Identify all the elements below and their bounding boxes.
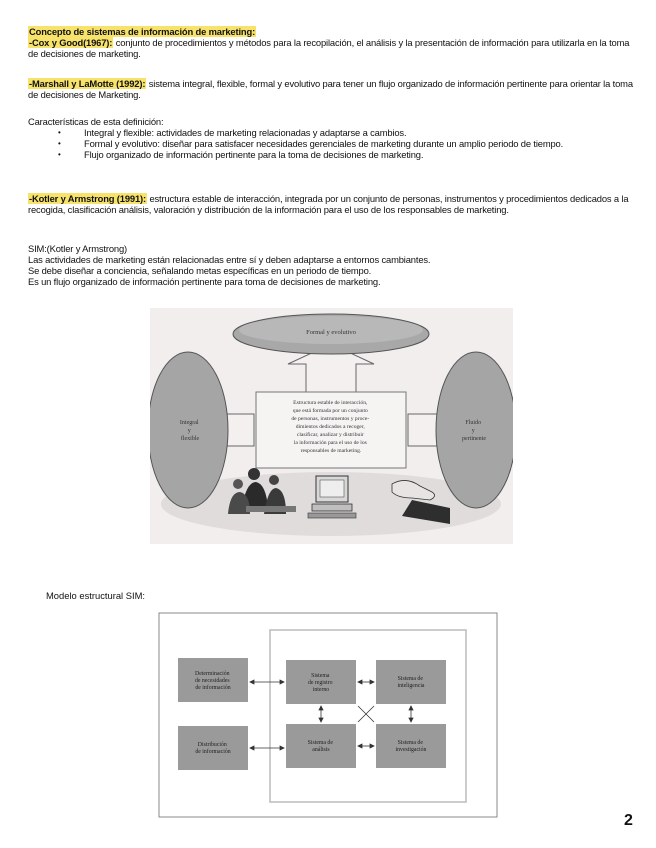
- sim-block: [28, 243, 640, 287]
- sim-structural-model-diagram: [158, 612, 498, 818]
- figure-caption: Modelo estructural SIM:: [46, 590, 145, 601]
- sim-line: Se debe diseñar a conciencia, señalando metas específicas en un periodo de tiempo.: [28, 265, 372, 276]
- characteristics-heading: Características de esta definición:: [28, 116, 164, 127]
- marshall-text: sistema integral, flexible, formal y evolutivo para tener un flujo organizado de información pertinente para orientar la toma de decisiones de Marketing.: [28, 78, 633, 100]
- characteristics-list: [28, 127, 640, 160]
- analysis-box: [286, 724, 356, 768]
- page-number: 2: [624, 812, 633, 829]
- top-oval-label: Formal y evolutivo: [306, 329, 356, 336]
- distribution-box: [178, 726, 248, 770]
- center-box-text: Estructura estable de interacción, que está formada por un conjunto de personas, instrumentos y proce- dimientos dedicados a recoger, clasificar, analizar y distribuir la información para el uso de los responsables de marketing.: [291, 400, 370, 454]
- sim-characteristics-figure: [150, 308, 513, 544]
- kotler-definition: [28, 193, 640, 215]
- list-item: • Formal y evolutivo: diseñar para satisfacer necesidades gerenciales de marketing durante un amplio periodo de tiempo.: [84, 138, 640, 149]
- marshall-lead: -Marshall y LaMotte (1992):: [29, 78, 146, 89]
- intelligence-box: [376, 660, 446, 704]
- svg-text:Sistema de inteligencia: Sistema de inteligencia: [397, 676, 425, 689]
- left-oval-label: Integral y flexible: [179, 420, 200, 442]
- right-oval-label: Fluido y pertinente: [462, 420, 486, 442]
- svg-text:Sistema de análisis: Sistema de análisis: [307, 740, 333, 753]
- diagram-frame: [159, 613, 497, 817]
- sim-heading: SIM:(Kotler y Armstrong): [28, 243, 128, 254]
- internal-records-box: [286, 660, 356, 704]
- research-box: [376, 724, 446, 768]
- list-item: • Integral y flexible: actividades de marketing relacionadas y adaptarse a cambios.: [84, 127, 640, 138]
- svg-text:Sistema de investigación: Sistema de investigación: [395, 740, 427, 753]
- characteristics-block: [28, 116, 640, 160]
- marshall-definition: [28, 78, 640, 100]
- list-item: • Flujo organizado de información pertinente para la toma de decisiones de marketing.: [84, 149, 640, 160]
- determination-box: [178, 658, 248, 702]
- concept-heading: Concepto de sistemas de información de marketing:: [29, 26, 256, 37]
- sim-line: Es un flujo organizado de información pertinente para toma de decisiones de marketing.: [28, 276, 381, 287]
- kotler-text: estructura estable de interacción, integrada por un conjunto de personas, instrumentos y procedimientos dedicados a la recogida, clasificación análisis, valoración y distribución de la información para el uso de los responsables de marketing.: [28, 193, 629, 215]
- svg-text:Distribución de informac: Distribución de información: [195, 742, 231, 755]
- cox-lead: -Cox y Good(1967):: [29, 37, 113, 48]
- sim-line: Las actividades de marketing están relacionadas entre sí y deben adaptarse a entornos cambiantes.: [28, 254, 431, 265]
- kotler-lead: -Kotler y Armstrong (1991):: [29, 193, 146, 204]
- svg-text:Determinación de necesid: Determinación de necesidades de información: [194, 671, 231, 691]
- cox-good-definition: [28, 26, 640, 59]
- svg-text:Sistema de registro: Sistema de registro interno: [307, 673, 333, 693]
- cox-text: conjunto de procedimientos y métodos para la recopilación, el análisis y la presentación de información para utilizarla en la toma de decisiones de marketing.: [28, 37, 630, 59]
